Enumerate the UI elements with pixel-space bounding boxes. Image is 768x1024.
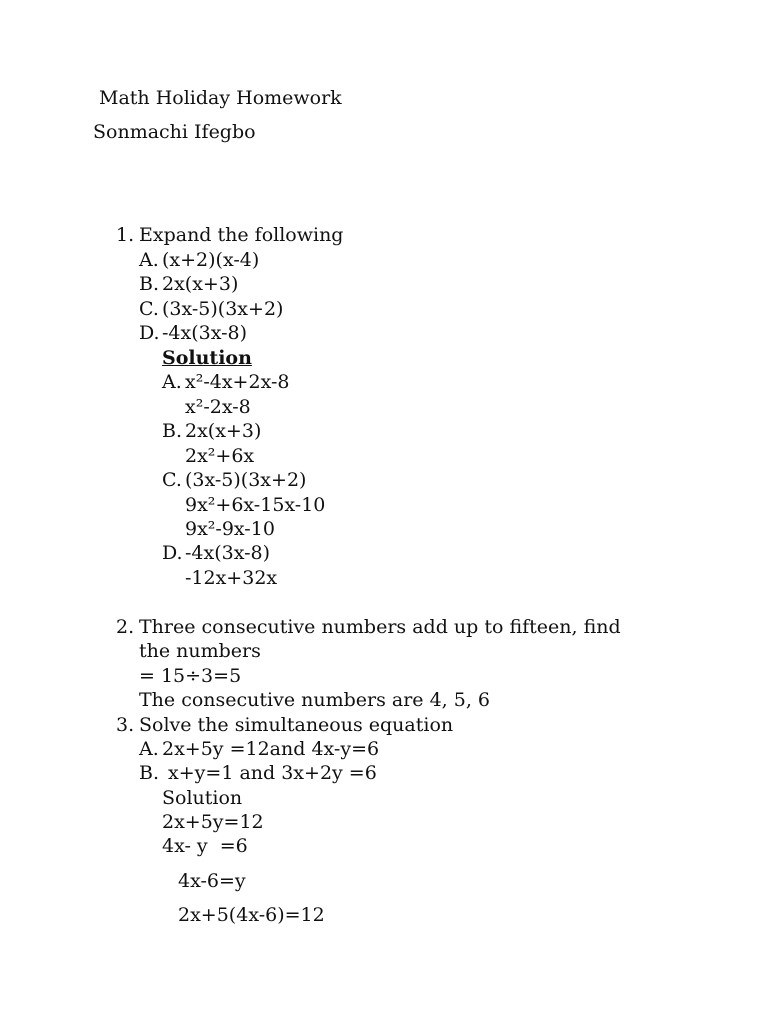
q3-item-text: x+y=1 and 3x+2y =6 [162, 762, 377, 784]
q3-working-line: 4x-6=y [178, 870, 246, 892]
q2-prompt-continued: the numbers [139, 640, 261, 662]
q1-item-text: 2x(x+3) [162, 273, 239, 295]
q1-solution-line: (3x-5)(3x+2) [185, 469, 307, 491]
q1-solution-line: -12x+32x [185, 567, 278, 589]
q1-item-text: -4x(3x-8) [162, 322, 248, 344]
q1-item-label: A. [139, 249, 159, 271]
q3-solution-line: 2x+5y=12 [162, 811, 264, 833]
q3-solution-heading: Solution [162, 787, 243, 809]
q1-solution-line: x²-4x+2x-8 [185, 371, 290, 393]
q1-solution-heading: Solution [162, 347, 252, 369]
q1-solution-label: B. [162, 420, 183, 442]
q1-item-text: (3x-5)(3x+2) [162, 298, 284, 320]
q1-solution-line: x²-2x-8 [185, 396, 251, 418]
q3-working-line: 2x+5(4x-6)=12 [178, 904, 325, 926]
q3-item-label: A. [139, 738, 159, 760]
q2-answer: The consecutive numbers are 4, 5, 6 [139, 689, 490, 711]
q1-solution-line: 2x²+6x [185, 445, 255, 467]
q1-prompt: Expand the following [139, 224, 344, 246]
q2-number: 2. [116, 616, 135, 638]
q1-solution-line: 2x(x+3) [185, 420, 262, 442]
q1-solution-label: C. [162, 469, 182, 491]
q1-number: 1. [116, 224, 135, 246]
q3-item-text: 2x+5y =12and 4x-y=6 [162, 738, 380, 760]
q1-solution-label: A. [162, 371, 182, 393]
author-name: Sonmachi Ifegbo [93, 121, 256, 143]
q3-solution-line: 4x- y =6 [162, 835, 248, 857]
q2-working: = 15÷3=5 [139, 665, 242, 687]
q1-solution-line: 9x²+6x-15x-10 [185, 494, 326, 516]
q1-item-text: (x+2)(x-4) [162, 249, 260, 271]
q3-prompt: Solve the simultaneous equation [139, 714, 454, 736]
q2-prompt: Three consecutive numbers add up to fifteen, find [139, 616, 621, 638]
q1-item-label: B. [139, 273, 160, 295]
document-title: Math Holiday Homework [99, 87, 342, 109]
q3-item-label: B. [139, 762, 160, 784]
q1-item-label: D. [139, 322, 160, 344]
q1-item-label: C. [139, 298, 159, 320]
q1-solution-line: -4x(3x-8) [185, 542, 271, 564]
q1-solution-label: D. [162, 542, 183, 564]
q3-number: 3. [116, 714, 135, 736]
q1-solution-line: 9x²-9x-10 [185, 518, 275, 540]
